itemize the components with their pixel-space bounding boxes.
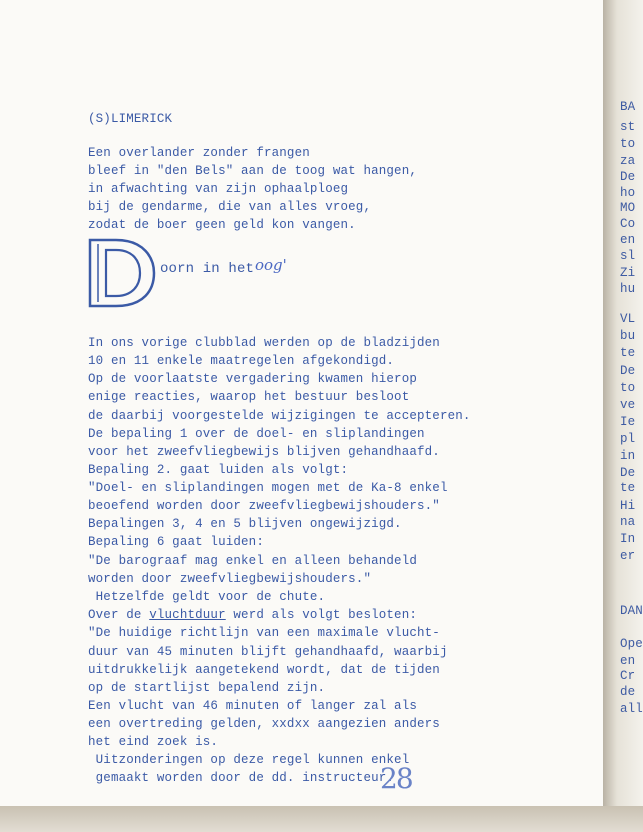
facing-page-fragment: De [620, 364, 636, 378]
article-line: voor het zweefvliegbewijs blijven gehandhaafd. [88, 445, 440, 459]
article-line: een overtreding gelden, xxdxx aangezien anders [88, 717, 440, 731]
article-line: Een vlucht van 46 minuten of langer zal als [88, 699, 418, 713]
article-line: Over de vluchtduur werd als volgt besloten: [88, 608, 418, 622]
article-line: duur van 45 minuten blijft gehandhaafd, waarbij [88, 645, 448, 659]
facing-page-fragment: te [620, 346, 636, 360]
facing-page-fragment: sl [620, 249, 636, 263]
facing-page-fragment: Ie [620, 415, 636, 429]
facing-page-fragment: MO [620, 201, 636, 215]
facing-page-fragment: Hi [620, 499, 636, 513]
article-line: gemaakt worden door de dd. instructeur. [88, 771, 395, 785]
facing-page-fragment: Ope [620, 637, 643, 651]
facing-page-fragment: BA [620, 100, 636, 114]
facing-page-fragment: to [620, 137, 636, 151]
article-line: Bepaling 2. gaat luiden als volgt: [88, 463, 349, 477]
facing-page-fragment: in [620, 449, 636, 463]
limerick-line: Een overlander zonder frangen [88, 146, 310, 160]
facing-page-fragment: De [620, 170, 636, 184]
facing-page-fragment: to [620, 381, 636, 395]
article-line: "De barograaf mag enkel en alleen behandeld [88, 554, 418, 568]
drop-cap-letter: D [122, 280, 123, 281]
facing-page-fragment: de [620, 685, 636, 699]
facing-page-fragment: VL [620, 312, 636, 326]
facing-page-fragment: DAN [620, 604, 643, 618]
article-line: worden door zweefvliegbewijshouders." [88, 572, 372, 586]
facing-page-fragment: Cr [620, 669, 636, 683]
facing-page-fragment: te [620, 481, 636, 495]
facing-page-fragment: ve [620, 398, 636, 412]
section-heading: oorn in het [160, 261, 255, 277]
article-line: enige reacties, waarop het bestuur besloot [88, 390, 410, 404]
limerick-line: bleef in "den Bels" aan de toog wat hangen, [88, 164, 418, 178]
handwritten-annotation: oog' [255, 256, 287, 274]
page-bottom-shadow [0, 806, 643, 832]
article-line: "De huidige richtlijn van een maximale vlucht- [88, 626, 440, 640]
facing-page-fragment: hu [620, 282, 636, 296]
limerick-line: bij de gendarme, die van alles vroeg, [88, 200, 372, 214]
facing-page-fragment: en [620, 654, 636, 668]
limerick-line: in afwachting van zijn ophaalploeg [88, 182, 349, 196]
article-line: de daarbij voorgestelde wijzigingen te accepteren. [88, 409, 471, 423]
facing-page-fragment: Zi [620, 266, 636, 280]
article-line: Bepalingen 3, 4 en 5 blijven ongewijzigd. [88, 517, 402, 531]
facing-page-fragment: st [620, 120, 636, 134]
facing-page-fragment: er [620, 549, 636, 563]
article-line: 10 en 11 enkele maatregelen afgekondigd. [88, 354, 395, 368]
facing-page-fragment: In [620, 532, 636, 546]
facing-page-fragment: ho [620, 186, 636, 200]
limerick-line: zodat de boer geen geld kon vangen. [88, 218, 356, 232]
article-line: "Doel- en sliplandingen mogen met de Ka-8 enkel [88, 481, 448, 495]
facing-page-fragment: De [620, 466, 636, 480]
facing-page-fragment: en [620, 233, 636, 247]
facing-page-fragment: na [620, 515, 636, 529]
article-line: Hetzelfde geldt voor de chute. [88, 590, 326, 604]
article-line: De bepaling 1 over de doel- en sliplandingen [88, 427, 425, 441]
limerick-title: (S)LIMERICK [88, 112, 173, 126]
facing-page-fragment: bu [620, 329, 636, 343]
article-line: Bepaling 6 gaat luiden: [88, 535, 264, 549]
facing-page-fragment: za [620, 154, 636, 168]
facing-page-fragment: Co [620, 217, 636, 231]
article-line: op de startlijst bepalend zijn. [88, 681, 326, 695]
facing-page-fragment: all [620, 702, 643, 716]
article-line: uitdrukkelijk aangetekend wordt, dat de tijden [88, 663, 440, 677]
article-line: het eind zoek is. [88, 735, 219, 749]
article-line: beoefend worden door zweefvliegbewijshouders." [88, 499, 440, 513]
drop-cap [86, 236, 158, 310]
page-number: 28 [380, 762, 412, 795]
article-line: Uitzonderingen op deze regel kunnen enkel [88, 753, 410, 767]
facing-page-fragment: pl [620, 432, 636, 446]
article-line: Op de voorlaatste vergadering kwamen hierop [88, 372, 418, 386]
article-line: In ons vorige clubblad werden op de bladzijden [88, 336, 440, 350]
